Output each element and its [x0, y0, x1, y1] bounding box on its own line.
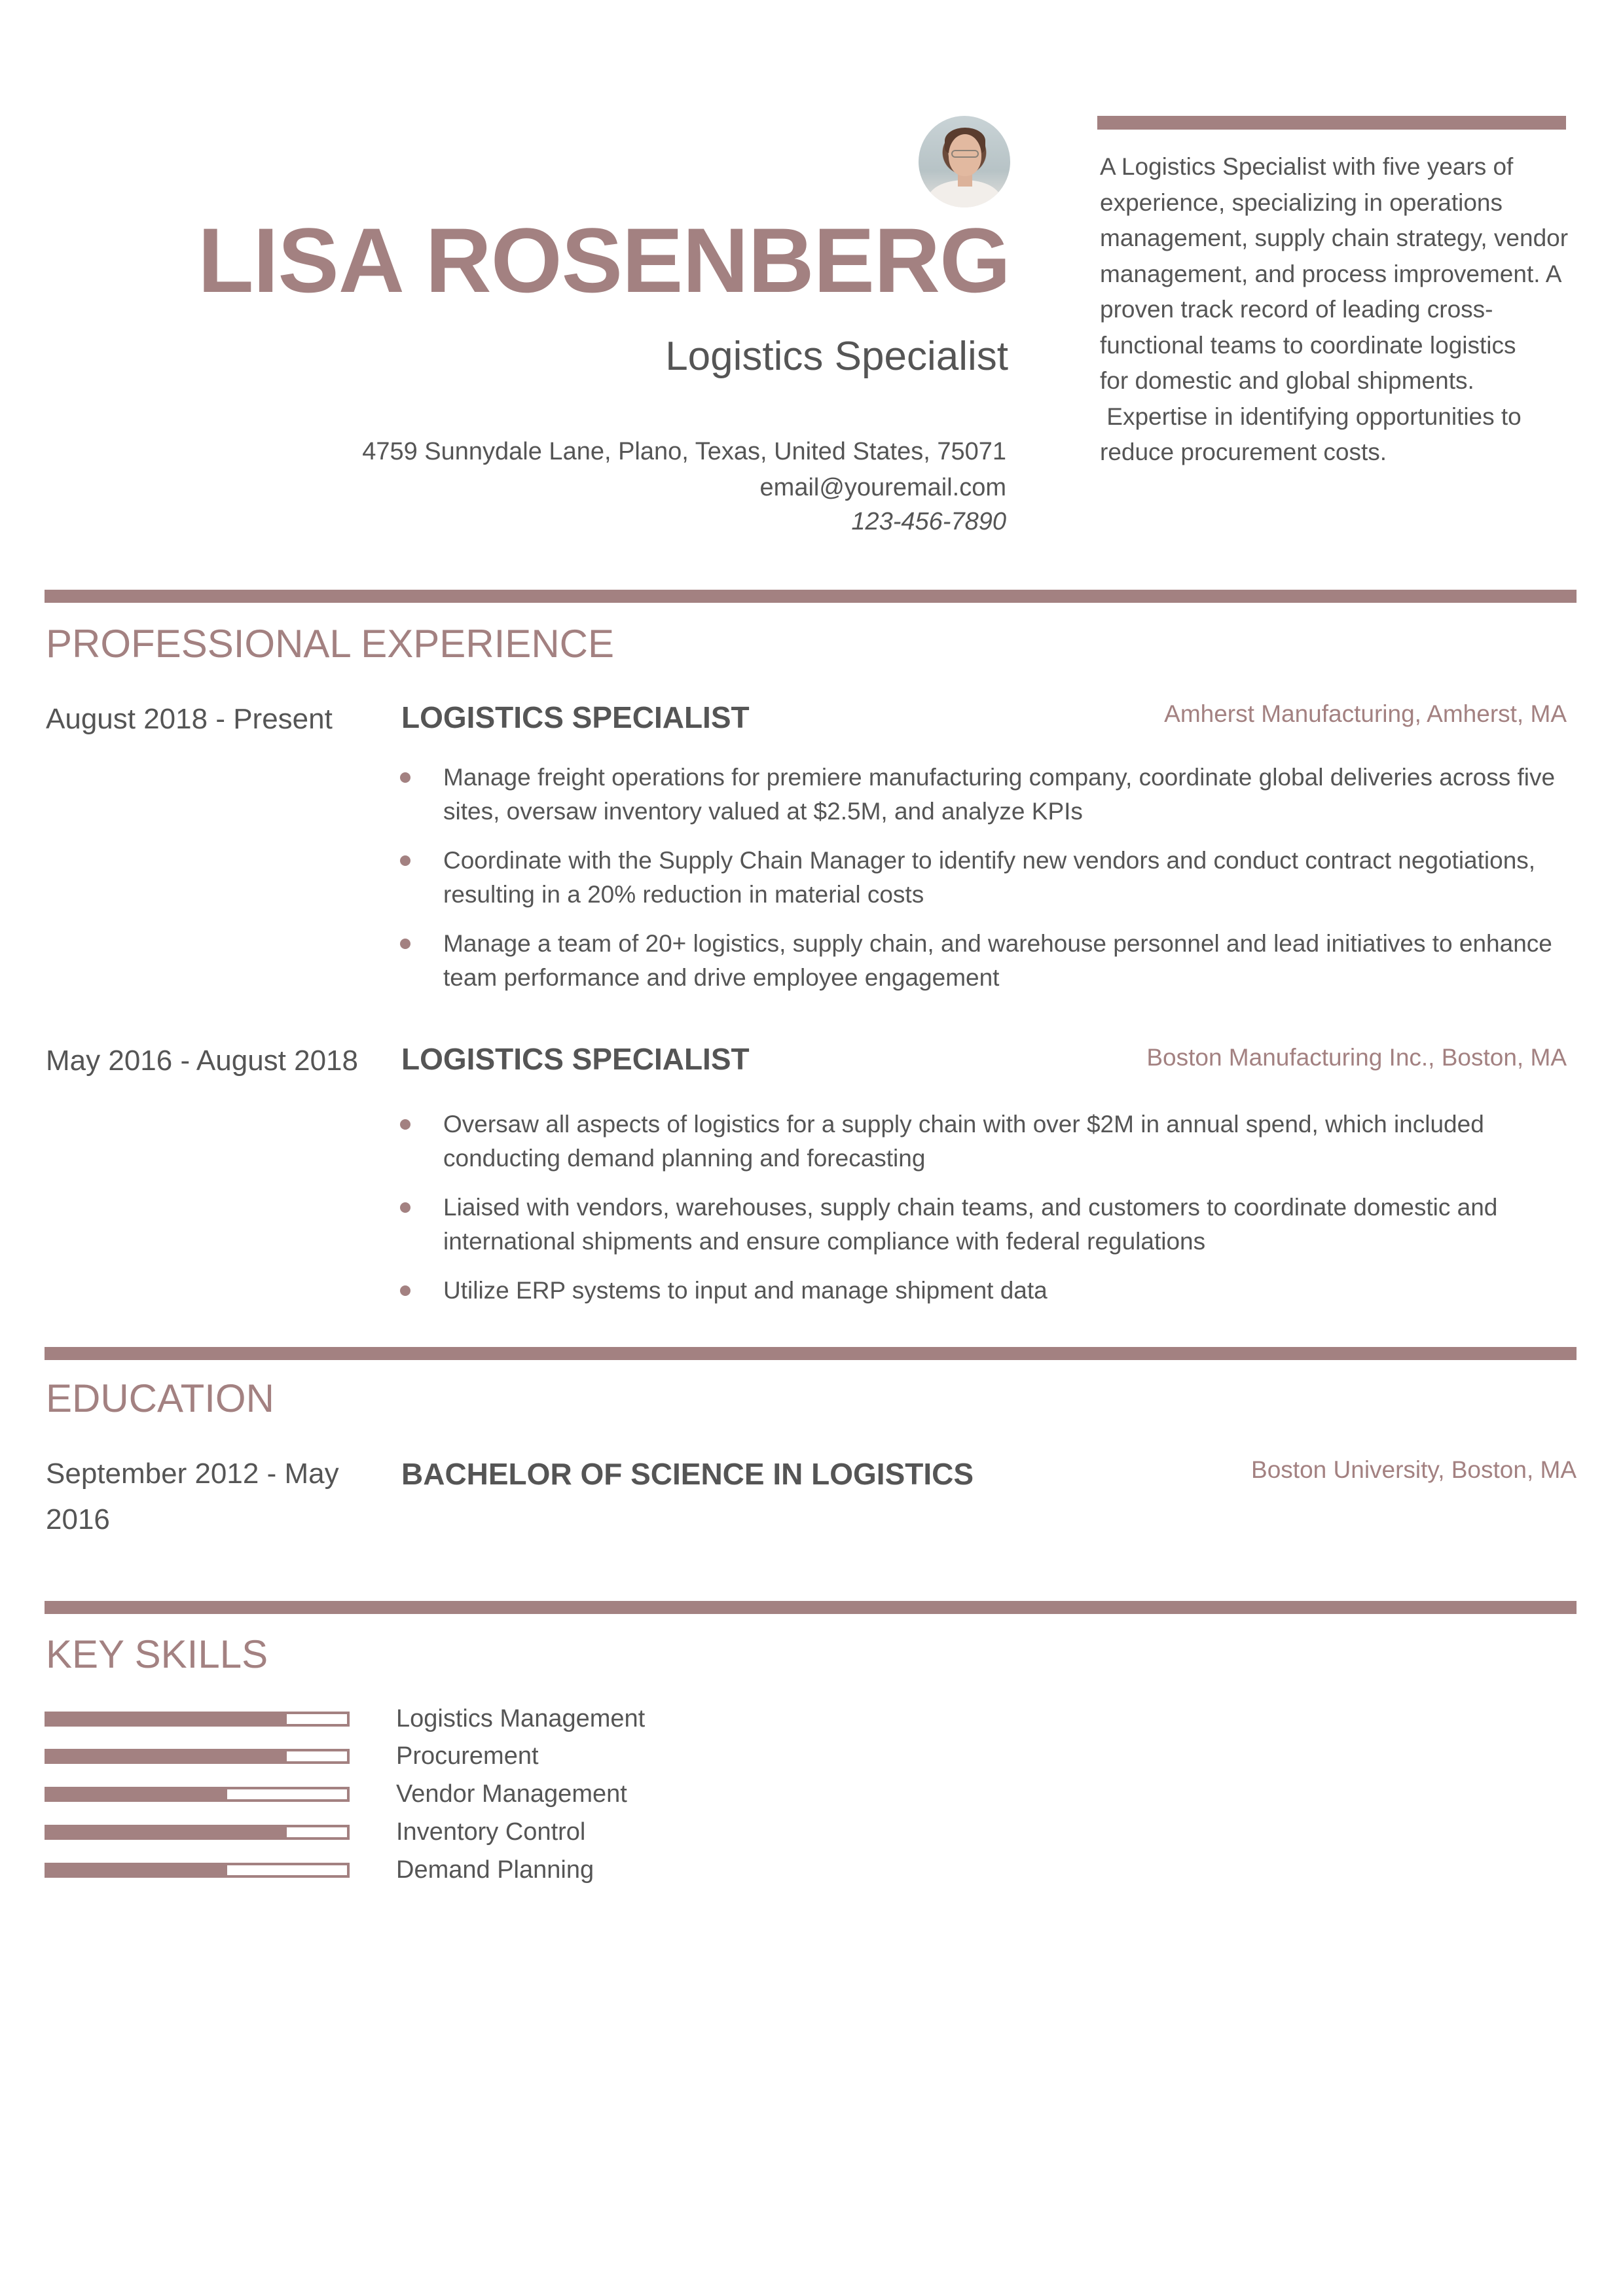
job-bullets: [393, 761, 1584, 1010]
bullet-item: [393, 844, 1584, 912]
bullet-text: Oversaw all aspects of logistics for a supply chain with over $2M in annual spend, which included conducting demand planning and forecasting: [443, 1111, 1484, 1172]
skill-level-bar: [45, 1712, 350, 1727]
summary-accent-bar: [1097, 116, 1566, 130]
skill-level-bar: [45, 1787, 350, 1802]
bullet-dot-icon: [400, 939, 410, 949]
bullet-item: [393, 927, 1584, 995]
bullet-dot-icon: [400, 1285, 410, 1296]
skill-level-bar: [45, 1749, 350, 1764]
bullet-item: [393, 1274, 1584, 1308]
job-bullets: [393, 1107, 1584, 1323]
section-title-skills: KEY SKILLS: [46, 1632, 268, 1676]
skill-level-fill: [47, 1751, 287, 1761]
phone-number: 123-456-7890: [851, 508, 1006, 535]
skill-row: [45, 1820, 699, 1846]
skill-level-fill: [47, 1827, 287, 1837]
skill-level-fill: [47, 1865, 227, 1875]
bullet-text: Utilize ERP systems to input and manage shipment data: [443, 1277, 1048, 1304]
skill-row: [45, 1782, 699, 1808]
skill-level-bar: [45, 1863, 350, 1878]
skill-row: [45, 1857, 699, 1884]
skill-row: [45, 1744, 699, 1770]
skill-row: [45, 1706, 699, 1732]
skill-level-fill: [47, 1789, 227, 1799]
job-dates: May 2016 - August 2018: [46, 1045, 358, 1077]
summary-line: experience, specializing in operations: [1100, 188, 1503, 216]
skill-level-fill: [47, 1714, 287, 1724]
bullet-text: Manage a team of 20+ logistics, supply chain, and warehouse personnel and lead initiatives to enhance team performance and drive employee engagement: [443, 930, 1552, 991]
summary-line: Expertise in identifying opportunities to: [1100, 403, 1522, 430]
summary-line: management, supply chain strategy, vendor: [1100, 224, 1569, 251]
bullet-dot-icon: [400, 772, 410, 783]
skill-label: Demand Planning: [396, 1856, 594, 1884]
job-company: Boston Manufacturing Inc., Boston, MA: [1146, 1044, 1567, 1071]
summary-line: for domestic and global shipments.: [1100, 367, 1474, 394]
section-divider: [45, 1601, 1577, 1614]
job-title: LOGISTICS SPECIALIST: [401, 700, 750, 734]
profile-photo: [919, 116, 1010, 207]
job-dates: August 2018 - Present: [46, 703, 333, 735]
summary-line: reduce procurement costs.: [1100, 439, 1387, 465]
degree-title: BACHELOR OF SCIENCE IN LOGISTICS: [401, 1457, 974, 1491]
bullet-item: [393, 761, 1584, 829]
candidate-name: LISA ROSENBERG: [198, 209, 1010, 312]
summary-line: proven track record of leading cross-: [1100, 296, 1493, 323]
skill-level-bar: [45, 1825, 350, 1840]
bullet-text: Coordinate with the Supply Chain Manager to identify new vendors and conduct contract negotiations, resulting in a 20% reduction in material costs: [443, 847, 1536, 908]
skill-label: Procurement: [396, 1742, 539, 1770]
photo-glasses: [951, 150, 979, 158]
section-divider: [45, 1347, 1577, 1360]
summary-line: A Logistics Specialist with five years of: [1100, 153, 1514, 180]
bullet-dot-icon: [400, 855, 410, 866]
job-company: Amherst Manufacturing, Amherst, MA: [1164, 700, 1567, 727]
school-name: Boston University, Boston, MA: [1251, 1456, 1577, 1483]
education-dates-cont: 2016: [46, 1503, 110, 1535]
bullet-text: Manage freight operations for premiere manufacturing company, coordinate global deliveries across five sites, oversaw inventory valued at $2.5M, and analyze KPIs: [443, 764, 1556, 825]
summary-line: management, and process improvement. A: [1100, 260, 1562, 287]
bullet-text: Liaised with vendors, warehouses, supply chain teams, and customers to coordinate domestic and international shipments and ensure compliance with federal regulations: [443, 1194, 1498, 1255]
job-title: LOGISTICS SPECIALIST: [401, 1042, 750, 1076]
summary-text: [1100, 149, 1578, 471]
address: 4759 Sunnydale Lane, Plano, Texas, United States, 75071: [362, 438, 1006, 465]
email-link[interactable]: email@youremail.com: [759, 474, 1006, 501]
bullet-item: [393, 1191, 1584, 1259]
section-divider: [45, 590, 1577, 603]
skill-label: Inventory Control: [396, 1818, 586, 1846]
bullet-dot-icon: [400, 1202, 410, 1213]
skill-label: Vendor Management: [396, 1780, 627, 1808]
bullet-item: [393, 1107, 1584, 1175]
job-title-headline: Logistics Specialist: [665, 334, 1008, 379]
bullet-dot-icon: [400, 1119, 410, 1130]
section-title-education: EDUCATION: [46, 1376, 274, 1420]
skill-label: Logistics Management: [396, 1705, 646, 1732]
section-title-experience: PROFESSIONAL EXPERIENCE: [46, 622, 615, 666]
education-dates: September 2012 - May: [46, 1458, 339, 1490]
summary-line: functional teams to coordinate logistics: [1100, 331, 1516, 359]
